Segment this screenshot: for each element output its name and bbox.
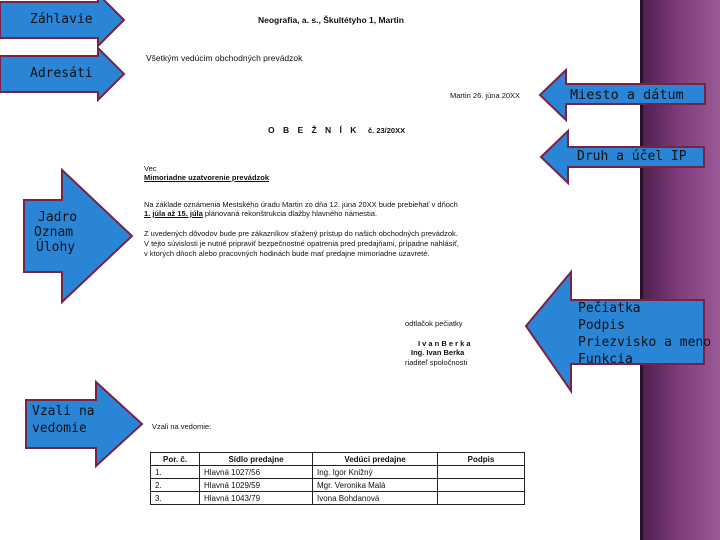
subject-label: Vec bbox=[144, 164, 157, 173]
label-jadro: Jadro Oznam Úlohy bbox=[34, 210, 78, 255]
letter-recipients: Všetkým vedúcim obchodných prevádzok bbox=[146, 53, 303, 63]
table-cell: Mgr. Veronika Malá bbox=[313, 479, 438, 492]
table-cell: Ing. Igor Knižný bbox=[313, 466, 438, 479]
table-cell bbox=[438, 479, 525, 492]
paragraph-1: Na základe oznámenia Mestského úradu Martin zo dňa 12. júna 20XX bude prebiehať v dňoch 1. júla až 15. júla plánovaná rekonštrukcia dlažby hlavného námestia. bbox=[144, 200, 458, 218]
ack-table bbox=[150, 452, 525, 505]
table-header-row bbox=[151, 453, 525, 466]
column-header: Vedúci predajne bbox=[313, 453, 438, 466]
table-cell bbox=[438, 492, 525, 505]
signer-role: riaditeľ spoločnosti bbox=[405, 358, 468, 367]
table-cell: Ivona Bohdanová bbox=[313, 492, 438, 505]
signature: I v a n B e r k a bbox=[418, 339, 471, 348]
table-row bbox=[151, 479, 525, 492]
signer-name: Ing. Ivan Berka bbox=[411, 348, 465, 357]
letter-place-date: Martin 26. júna 20XX bbox=[450, 91, 521, 100]
label-vzali: Vzali na vedomie bbox=[32, 404, 95, 436]
table-cell: Hlavná 1043/79 bbox=[200, 492, 313, 505]
stamp-placeholder: odtlačok pečiatky bbox=[405, 319, 463, 328]
table-row bbox=[151, 492, 525, 505]
letter-number: č. 23/20XX bbox=[368, 126, 406, 135]
label-zahlavie: Záhlavie bbox=[30, 12, 93, 27]
table-cell bbox=[438, 466, 525, 479]
label-peciatka: Pečiatka Podpis Priezvisko a meno Funkcia bbox=[578, 301, 712, 367]
paragraph-2: Z uvedených dôvodov bude pre zákazníkov sťažený prístup do našich obchodných prevádzok. V tejto súvislosti je nutné pripraviť bezpečnostné opatrenia pred predajňami, prípadne nahlásiť, v ktorých dňoch alebo pracovných hodinách bude mať predajne mimoriadne uzavreté. bbox=[144, 229, 459, 258]
table-cell: 1. bbox=[151, 466, 200, 479]
subject-text: Mimoriadne uzatvorenie prevádzok bbox=[144, 173, 270, 182]
table-cell: 3. bbox=[151, 492, 200, 505]
letter-title: O B E Ž N Í K bbox=[268, 125, 360, 135]
column-header: Podpis bbox=[438, 453, 525, 466]
letter-header: Neografia, a. s., Škultétyho 1, Martin bbox=[258, 15, 404, 25]
label-adresati: Adresáti bbox=[30, 66, 93, 81]
label-druh: Druh a účel IP bbox=[577, 149, 687, 164]
table-cell: Hlavná 1027/56 bbox=[200, 466, 313, 479]
column-header: Sídlo predajne bbox=[200, 453, 313, 466]
label-miesto: Miesto a dátum bbox=[570, 87, 684, 103]
ack-label: Vzali na vedomie: bbox=[152, 422, 212, 431]
table-cell: Hlavná 1029/59 bbox=[200, 479, 313, 492]
column-header: Por. č. bbox=[151, 453, 200, 466]
table-row bbox=[151, 466, 525, 479]
table-cell: 2. bbox=[151, 479, 200, 492]
